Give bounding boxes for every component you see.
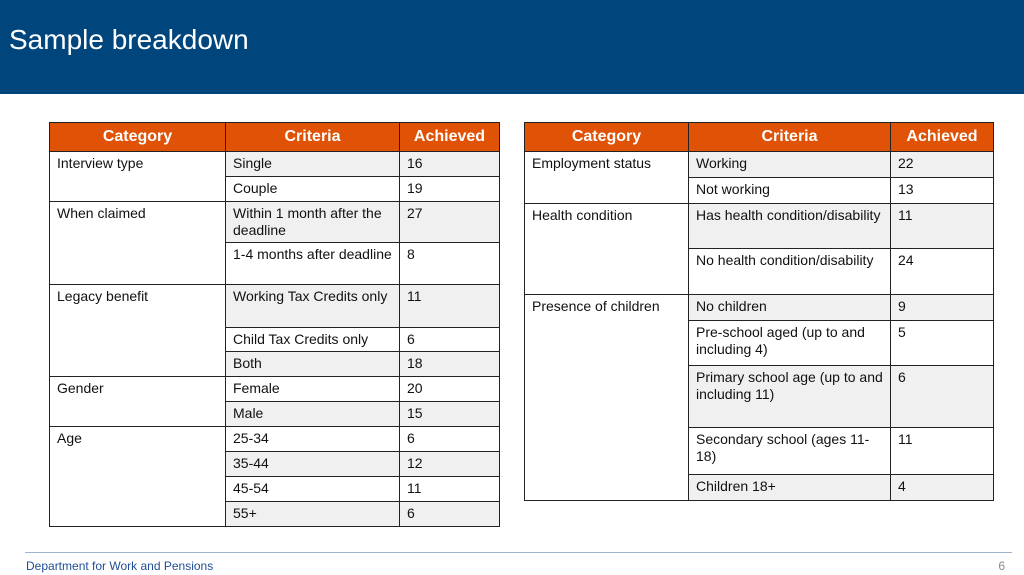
criteria-cell: Male (226, 402, 400, 427)
criteria-cell: 25-34 (226, 427, 400, 452)
table-row (50, 285, 500, 328)
criteria-cell: 1-4 months after deadline (226, 243, 400, 285)
achieved-cell: 4 (891, 475, 994, 501)
category-cell: Age (50, 427, 226, 527)
column-header-criteria: Criteria (689, 123, 891, 152)
criteria-cell: Pre-school aged (up to and including 4) (689, 321, 891, 366)
achieved-cell: 8 (400, 243, 500, 285)
criteria-cell: Has health condition/disability (689, 204, 891, 249)
table-row (50, 377, 500, 402)
achieved-cell: 11 (891, 204, 994, 249)
column-header-criteria: Criteria (226, 123, 400, 152)
column-header-achieved: Achieved (891, 123, 994, 152)
criteria-cell: Not working (689, 178, 891, 204)
table-row (50, 427, 500, 452)
achieved-cell: 20 (400, 377, 500, 402)
table-row (525, 204, 994, 249)
achieved-cell: 11 (891, 428, 994, 475)
footer-organisation: Department for Work and Pensions (26, 559, 214, 573)
achieved-cell: 18 (400, 352, 500, 377)
category-cell: Health condition (525, 204, 689, 295)
right-breakdown-table (524, 122, 994, 501)
achieved-cell: 13 (891, 178, 994, 204)
achieved-cell: 11 (400, 285, 500, 328)
table-row (50, 202, 500, 243)
criteria-cell: 35-44 (226, 452, 400, 477)
page-number: 6 (998, 559, 1005, 573)
table-header-row (50, 123, 500, 152)
achieved-cell: 6 (891, 366, 994, 428)
criteria-cell: 45-54 (226, 477, 400, 502)
criteria-cell: Working Tax Credits only (226, 285, 400, 328)
category-cell: Legacy benefit (50, 285, 226, 377)
achieved-cell: 24 (891, 249, 994, 295)
column-header-category: Category (50, 123, 226, 152)
table-header-row (525, 123, 994, 152)
achieved-cell: 12 (400, 452, 500, 477)
column-header-category: Category (525, 123, 689, 152)
title-bar (0, 0, 1024, 94)
achieved-cell: 27 (400, 202, 500, 243)
achieved-cell: 6 (400, 427, 500, 452)
page-title: Sample breakdown (9, 24, 249, 55)
achieved-cell: 15 (400, 402, 500, 427)
criteria-cell: Secondary school (ages 11-18) (689, 428, 891, 475)
criteria-cell: No health condition/disability (689, 249, 891, 295)
column-header-achieved: Achieved (400, 123, 500, 152)
table-row (525, 152, 994, 178)
criteria-cell: Both (226, 352, 400, 377)
category-cell: Employment status (525, 152, 689, 204)
achieved-cell: 11 (400, 477, 500, 502)
achieved-cell: 22 (891, 152, 994, 178)
category-cell: When claimed (50, 202, 226, 285)
left-breakdown-table (49, 122, 500, 527)
achieved-cell: 5 (891, 321, 994, 366)
criteria-cell: Within 1 month after the deadline (226, 202, 400, 243)
criteria-cell: Couple (226, 177, 400, 202)
criteria-cell: Primary school age (up to and including 11) (689, 366, 891, 428)
criteria-cell: 55+ (226, 502, 400, 527)
criteria-cell: Single (226, 152, 400, 177)
criteria-cell: Working (689, 152, 891, 178)
criteria-cell: Female (226, 377, 400, 402)
criteria-cell: Child Tax Credits only (226, 328, 400, 352)
achieved-cell: 19 (400, 177, 500, 202)
category-cell: Gender (50, 377, 226, 427)
table-row (525, 295, 994, 321)
category-cell: Presence of children (525, 295, 689, 501)
achieved-cell: 9 (891, 295, 994, 321)
achieved-cell: 6 (400, 502, 500, 527)
achieved-cell: 6 (400, 328, 500, 352)
table-row (50, 152, 500, 177)
achieved-cell: 16 (400, 152, 500, 177)
category-cell: Interview type (50, 152, 226, 202)
footer-divider (25, 552, 1012, 553)
criteria-cell: Children 18+ (689, 475, 891, 501)
criteria-cell: No children (689, 295, 891, 321)
